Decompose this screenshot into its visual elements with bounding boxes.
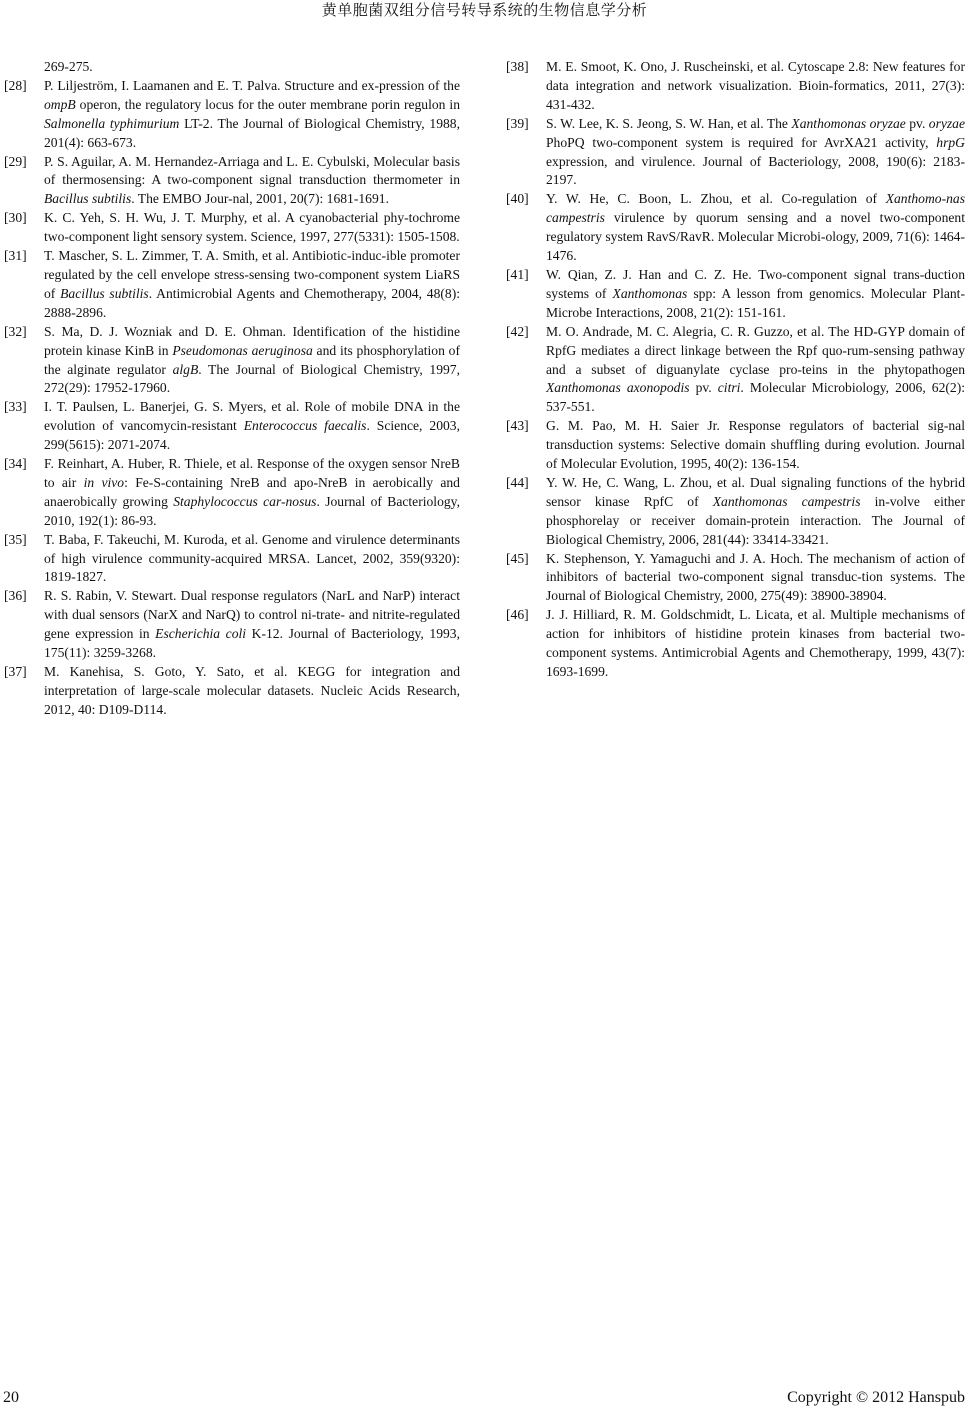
italic-term: Xanthomonas [612, 285, 688, 301]
reference-text-segment: M. E. Smoot, K. Ono, J. Ruscheinski, et al. Cytoscape 2.8: New features for data integration and network visualization. Bioin-formatics, 2011, 27(3): 431-432. [546, 59, 965, 112]
italic-term: Bacillus subtilis [44, 191, 132, 207]
reference-entry [4, 531, 460, 588]
reference-text-segment: R. S. Rabin, V. Stewart. Dual response regulators (NarL and NarP) interact with dual sensors (NarX and NarQ) to control ni-trate- and nitrite-regulated gene expression in [44, 588, 460, 642]
reference-text [546, 58, 965, 115]
reference-number: [40] [506, 191, 529, 207]
italic-term: Xanthomonas axonopodis [546, 380, 690, 396]
reference-text-segment: J. J. Hilliard, R. M. Goldschmidt, L. Licata, et al. Multiple mechanisms of action for inhibitors of histidine protein kinases from bacterial two-component systems. Antimicrobial Agents and Chemotherapy, 1999, 43(7): 1693-1699. [546, 607, 965, 679]
reference-text-segment: S. W. Lee, K. S. Jeong, S. W. Han, et al. The [546, 115, 792, 131]
reference-text-segment: F. Reinhart, A. Huber, R. Thiele, et al. Response of the oxygen sensor NreB to air [44, 456, 460, 490]
copyright-notice: Copyright © 2012 Hanspub [787, 1389, 965, 1406]
reference-text-segment: Y. W. He, C. Boon, L. Zhou, et al. Co-regulation of [546, 191, 886, 207]
reference-text-segment: S. Ma, D. J. Wozniak and D. E. Ohman. Identification of the histidine protein kinase KinB in [44, 323, 460, 358]
reference-text [44, 531, 460, 588]
reference-text-segment: and its phosphorylation of the alginate regulator [44, 342, 460, 377]
italic-term: in vivo [83, 474, 125, 490]
italic-term: Xanthomonas oryzae [791, 115, 906, 131]
reference-entry [506, 115, 965, 191]
reference-text-segment: T. Baba, F. Takeuchi, M. Kuroda, et al. Genome and virulence determinants of high virulence community-acquired MRSA. Lancet, 2002, 359(9320): 1819-1827. [44, 531, 460, 585]
reference-number: [28] [4, 77, 27, 93]
reference-number: [45] [506, 550, 529, 566]
reference-entry [506, 266, 965, 323]
reference-entry [4, 153, 460, 210]
reference-text [44, 323, 460, 399]
reference-text [44, 663, 460, 720]
reference-text-segment: PhoPQ two-component system is required for AvrXA21 activity, [546, 134, 937, 150]
reference-column-right [506, 58, 965, 682]
reference-text-segment: K. Stephenson, Y. Yamaguchi and J. A. Hoch. The mechanism of action of inhibitors of bacterial two-component signal transduc-tion systems. The Journal of Biological Chemistry, 2000, 275(49): 38900-38904. [546, 550, 965, 604]
reference-text-segment: . Science, 2003, 299(5615): 2071-2074. [44, 418, 460, 453]
reference-entry [4, 209, 460, 247]
reference-text [546, 474, 965, 550]
reference-text-segment: K. C. Yeh, S. H. Wu, J. T. Murphy, et al. A cyanobacterial phy-tochrome two-component light sensory system. Science, 1997, 277(5331): 1505-1508. [44, 210, 460, 245]
reference-entry [4, 247, 460, 323]
reference-text [546, 606, 965, 682]
reference-text-segment: Y. W. He, C. Wang, L. Zhou, et al. Dual signaling functions of the hybrid sensor kinase RpfC of [546, 474, 965, 509]
reference-text [44, 209, 460, 247]
reference-text-segment: M. O. Andrade, M. C. Alegria, C. R. Guzzo, et al. The HD-GYP domain of RpfG mediates a direct linkage between the Rpf quo-rum-sensing pathway and a subset of diguanylate cyclase pro-teins in the phytopathogen [546, 323, 965, 377]
reference-text [546, 417, 965, 474]
reference-text-segment: P. S. Aguilar, A. M. Hernandez-Arriaga and L. E. Cybulski, Molecular basis of thermosensing: A two-component signal transduction thermometer in [44, 153, 460, 188]
reference-entry [506, 190, 965, 266]
reference-number: [44] [506, 474, 529, 490]
reference-column-left [4, 58, 460, 720]
reference-text-segment: M. Kanehisa, S. Goto, Y. Sato, et al. KEGG for integration and interpretation of large-scale molecular datasets. Nucleic Acids Research, 2012, 40: D109-D114. [44, 664, 460, 717]
italic-term: algB [172, 361, 199, 377]
reference-number: [42] [506, 323, 529, 339]
reference-text-segment: LT-2. The Journal of Biological Chemistry, 1988, 201(4): 663-673. [44, 115, 460, 150]
reference-text-segment: I. T. Paulsen, L. Banerjei, G. S. Myers, et al. Role of mobile DNA in the evolution of vancomycin-resistant [44, 399, 460, 434]
reference-text-segment: pv. [689, 380, 718, 396]
reference-entry [4, 77, 460, 153]
reference-entry [506, 474, 965, 550]
reference-text-segment: T. Mascher, S. L. Zimmer, T. A. Smith, et al. Antibiotic-induc-ible promoter regulated by the cell envelope stress-sensing two-component system LiaRS of [44, 248, 460, 301]
reference-entry [4, 398, 460, 455]
page-number: 20 [3, 1389, 19, 1406]
reference-text-segment: expression, and virulence. Journal of Bacteriology, 2008, 190(6): 2183-2197. [546, 153, 965, 188]
reference-text [44, 398, 460, 455]
reference-text-segment: P. Liljeström, I. Laamanen and E. T. Palva. Structure and ex-pression of the [44, 77, 460, 93]
reference-number: [43] [506, 418, 529, 434]
italic-term: Enterococcus faecalis [243, 418, 367, 434]
reference-text-segment: K-12. Journal of Bacteriology, 1993, 175(11): 3259-3268. [44, 626, 461, 661]
reference-text-segment: virulence by quorum sensing and a novel two-component regulatory system RavS/RavR. Molecular Microbi-ology, 2009, 71(6): 1464-1476. [546, 210, 965, 264]
reference-entry [506, 417, 965, 474]
reference-text [546, 323, 965, 418]
italic-term: Pseudomonas aeruginosa [172, 342, 313, 358]
running-title: 黄单胞菌双组分信号转导系统的生物信息学分析 [321, 1, 648, 19]
italic-term: Salmonella typhimurium [44, 115, 180, 131]
reference-text-segment: operon, the regulatory locus for the outer membrane porin regulon in [75, 96, 460, 112]
italic-term: oryzae [928, 115, 966, 131]
reference-entry [4, 323, 460, 399]
italic-term: citri [717, 380, 741, 396]
reference-text-segment: pv. [905, 115, 929, 131]
reference-entry [506, 58, 965, 115]
reference-continuation: 269-275. [44, 59, 93, 74]
reference-number: [31] [4, 248, 27, 264]
italic-term: Xanthomo-nas campestris [546, 191, 965, 226]
reference-entry [506, 606, 965, 682]
reference-text-segment: in-volve either phosphorelay or receiver domain-protein interaction. The Journal of Biological Chemistry, 2006, 281(44): 33414-33421. [546, 493, 965, 547]
reference-text [546, 550, 965, 607]
reference-text-segment: W. Qian, Z. J. Han and C. Z. He. Two-component signal trans-duction systems of [546, 266, 965, 301]
reference-entry [4, 455, 460, 531]
reference-text-segment: . The EMBO Jour-nal, 2001, 20(7): 1681-1691. [131, 191, 389, 207]
reference-number: [34] [4, 456, 27, 472]
reference-text-segment: . The Journal of Biological Chemistry, 1997, 272(29): 17952-17960. [44, 361, 460, 396]
reference-entry [4, 587, 460, 663]
reference-list-right [506, 58, 965, 682]
reference-entry [4, 663, 460, 720]
reference-number: [46] [506, 607, 529, 623]
reference-text [44, 587, 460, 663]
reference-text-segment: . Antimicrobial Agents and Chemotherapy, 2004, 48(8): 2888-2896. [44, 285, 460, 320]
reference-number: [41] [506, 266, 529, 282]
reference-text [44, 247, 460, 323]
italic-term: Escherichia coli [155, 626, 247, 642]
reference-text [546, 115, 965, 191]
italic-term: hrpG [936, 134, 965, 150]
reference-text [44, 77, 460, 153]
reference-text-segment: : Fe-S-containing NreB and apo-NreB in aerobically and anaerobically growing [44, 474, 460, 509]
reference-entry [506, 550, 965, 607]
italic-term: ompB [44, 96, 76, 112]
italic-term: Xanthomonas campestris [712, 493, 861, 509]
reference-list-left [4, 77, 460, 720]
reference-text-segment: spp: A lesson from genomics. Molecular Plant-Microbe Interactions, 2008, 21(2): 151-161. [546, 285, 965, 320]
reference-text [44, 455, 460, 531]
reference-number: [38] [506, 59, 529, 74]
reference-text [546, 190, 965, 266]
reference-number: [37] [4, 664, 27, 679]
reference-text [546, 266, 965, 323]
reference-number: [33] [4, 399, 27, 415]
reference-text-segment: G. M. Pao, M. H. Saier Jr. Response regulators of bacterial sig-nal transduction systems: Selective domain shuffling during evolution. Journal of Molecular Evolution, 1995, 40(2): 136-154. [546, 418, 965, 472]
reference-entry [506, 323, 965, 418]
italic-term: Bacillus subtilis [60, 285, 149, 301]
reference-number: [36] [4, 588, 27, 604]
reference-number: [29] [4, 153, 27, 169]
reference-number: [39] [506, 115, 529, 131]
reference-number: [35] [4, 531, 27, 547]
reference-text [44, 153, 460, 210]
reference-number: [32] [4, 323, 27, 339]
italic-term: Staphylococcus car-nosus [173, 493, 317, 509]
reference-number: [30] [4, 210, 27, 226]
reference-text-segment: . Journal of Bacteriology, 2010, 192(1): 86-93. [44, 493, 460, 528]
reference-text-segment: . Molecular Microbiology, 2006, 62(2): 537-551. [546, 380, 966, 415]
